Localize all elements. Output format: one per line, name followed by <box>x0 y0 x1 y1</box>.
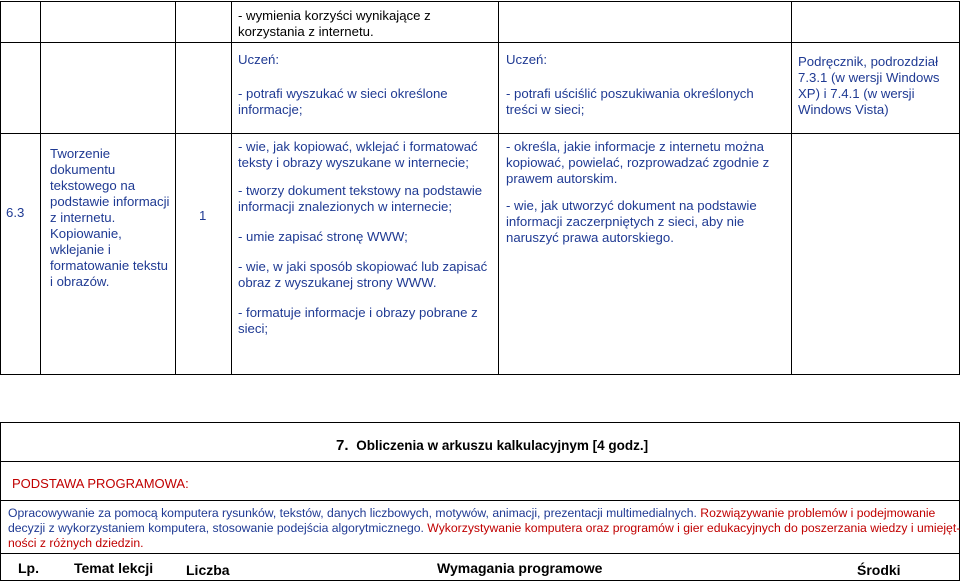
rule-top <box>0 1 960 2</box>
col-c-line-3: XP) i 7.4.1 (w wersji <box>798 86 915 101</box>
req-a-line: sieci; <box>238 321 269 336</box>
req-b-line: - wie, jak utworzyć dokument na podstawie <box>506 198 757 213</box>
req-a-line: - wie, w jaki sposób skopiować lub zapisać <box>238 259 488 274</box>
rule-row2 <box>0 133 960 134</box>
col-a-line-2: informacje; <box>238 102 303 117</box>
col-c-line-4: Windows Vista) <box>798 102 889 117</box>
req-b-line: naruszyć prawa autorskiego. <box>506 230 674 245</box>
top-req-line-2: korzystania z internetu. <box>238 24 374 39</box>
topic-line: i obrazów. <box>50 274 110 289</box>
topic-line: Kopiowanie, <box>50 226 122 241</box>
podstawa-label: PODSTAWA PROGRAMOWA: <box>12 476 189 491</box>
col-b-line-1: - potrafi uściślić poszukiwania określonych <box>506 86 754 101</box>
req-a-line: obraz z wyszukanej strony WWW. <box>238 275 437 290</box>
rule-row1 <box>0 42 960 43</box>
req-a-line: - tworzy dokument tekstowy na podstawie <box>238 183 483 198</box>
podstawa-seg: ności z różnych dziedzin. <box>8 536 144 550</box>
rule-podstawa <box>0 500 960 501</box>
section-number: 7. <box>336 437 349 454</box>
topic-line: dokumentu <box>50 162 116 177</box>
podstawa-line-2 <box>8 521 960 537</box>
req-a-line: - umie zapisać stronę WWW; <box>238 229 408 244</box>
col-border-5 <box>791 1 792 374</box>
col-b-line-2: treści w sieci; <box>506 102 585 117</box>
topic-line: wklejanie i <box>50 242 111 257</box>
col-c-line-1: Podręcznik, podrozdział <box>798 54 939 69</box>
col-a-heading: Uczeń: <box>238 52 280 67</box>
podstawa-seg: Rozwiązywanie problemów i podejmowanie <box>696 506 936 520</box>
rule-section-top <box>0 422 960 423</box>
rule-header-top <box>0 553 960 554</box>
header-hours: Liczba <box>186 562 230 578</box>
rule-row3 <box>0 374 960 375</box>
col-border-3 <box>231 1 232 374</box>
header-requirements: Wymagania programowe <box>437 560 603 576</box>
section-border-left <box>0 422 1 580</box>
header-means: Środki <box>857 562 901 578</box>
col-c-line-2: 7.3.1 (w wersji Windows <box>798 70 940 85</box>
podstawa-seg: Opracowywanie za pomocą komputera rysunków, tekstów, danych liczbowych, motywów, animacji, prezentacji multimedialnych. <box>8 506 697 520</box>
topic-line: tekstowego na <box>50 178 136 193</box>
rule-section-bottom <box>0 461 960 462</box>
topic-line: formatowanie tekstu <box>50 258 169 273</box>
topic-line: podstawie informacji <box>50 194 170 209</box>
req-b-line: prawem autorskim. <box>506 171 618 186</box>
col-border-2 <box>175 1 176 374</box>
row-hours: 1 <box>199 208 207 223</box>
col-border-4 <box>498 1 499 374</box>
row-number: 6.3 <box>6 205 25 220</box>
header-topic: Temat lekcji <box>74 560 154 576</box>
rule-bottom <box>0 580 960 581</box>
req-b-line: - określa, jakie informacje z internetu można <box>506 139 764 154</box>
req-a-line: - wie, jak kopiować, wklejać i formatować <box>238 139 478 154</box>
podstawa-seg: decyzji z wykorzystaniem komputera, stosowanie podejścia algorytmicznego. <box>8 521 424 535</box>
col-b-heading: Uczeń: <box>506 52 548 67</box>
col-a-line-1: - potrafi wyszukać w sieci określone <box>238 86 448 101</box>
section-heading <box>336 437 648 454</box>
req-b-line: kopiować, powielać, rozprowadzać zgodnie z <box>506 155 770 170</box>
req-a-line: - formatuje informacje i obrazy pobrane z <box>238 305 478 320</box>
req-b-line: informacji zaczerpniętych z sieci, aby nie <box>506 214 745 229</box>
req-a-line: teksty i obrazy wyszukane w internecie; <box>238 155 469 170</box>
top-req-line-1: - wymienia korzyści wynikające z <box>238 8 431 23</box>
col-border-0 <box>0 1 1 374</box>
podstawa-line-3 <box>8 536 143 552</box>
col-border-1 <box>40 1 41 374</box>
podstawa-seg: Wykorzystywanie komputera oraz programów i gier edukacyjnych do poszerzania wiedzy i umiejęt- <box>423 521 960 535</box>
header-lp: Lp. <box>18 560 39 576</box>
topic-line: Tworzenie <box>50 146 111 161</box>
req-a-line: informacji znalezionych w internecie; <box>238 199 453 214</box>
topic-line: z internetu. <box>50 210 116 225</box>
section-title: Obliczenia w arkuszu kalkulacyjnym [4 godz.] <box>356 438 649 453</box>
podstawa-line-1 <box>8 506 935 522</box>
